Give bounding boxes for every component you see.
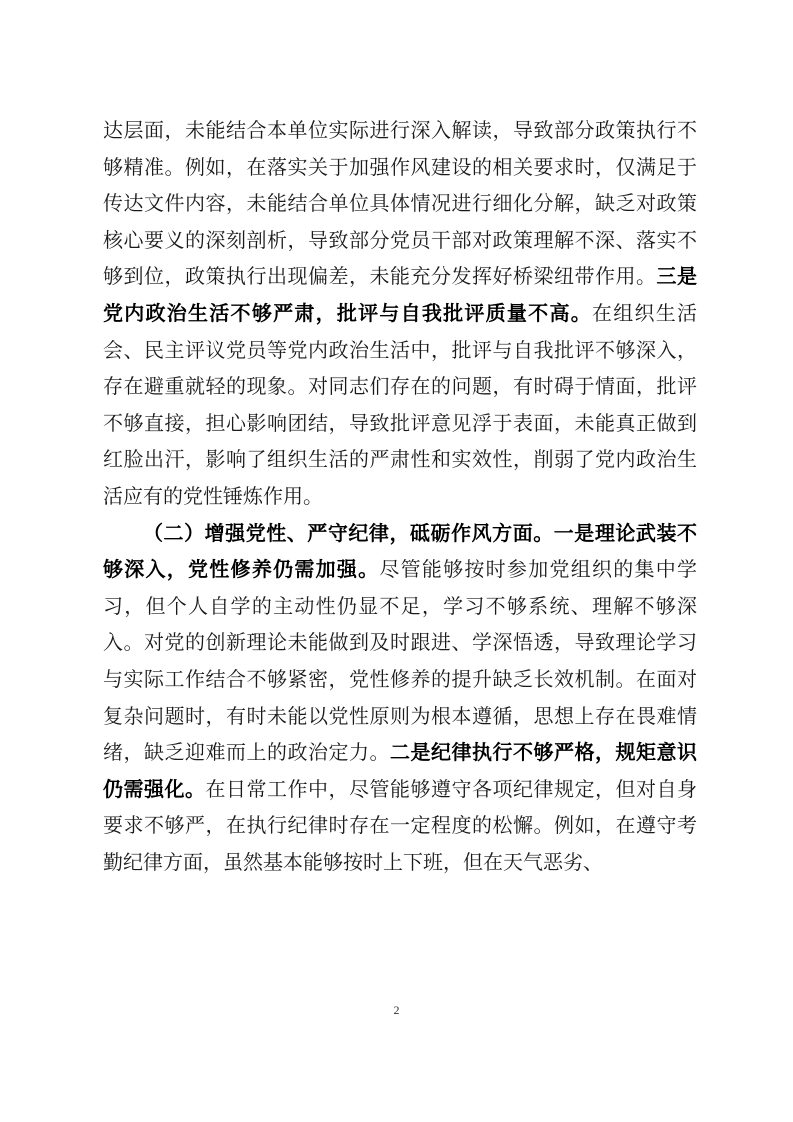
bold-heading-run: （二）增强党性、严守纪律，砥砺作风方面。一是理论武装不够深入，党性修养仍需加强。 [103,520,697,582]
text-run: 在日常工作中，尽管能够遵守各项纪律规定，但对自身要求不够严，在执行纪律时存在一定程度的松懈。例如，在遵守考勤纪律方面，虽然基本能够按时上下班，但在天气恶劣、 [103,776,697,874]
text-run: 达层面，未能结合本单位实际进行深入解读，导致部分政策执行不够精准。例如，在落实关于加强作风建设的相关要求时，仅满足于传达文件内容，未能结合单位具体情况进行细化分解，缺乏对政策核心要义的深刻剖析，导致部分党员干部对政策理解不深、落实不够到位，政策执行出现偏差，未能充分发挥好桥梁纽带作用。 [103,118,697,289]
paragraph-2 [103,515,697,881]
text-run: 在组织生活会、民主评议党员等党内政治生活中，批评与自我批评不够深入，存在避重就轻的现象。对同志们存在的问题，有时碍于情面，批评不够直接，担心影响团结，导致批评意见浮于表面，未能真正做到红脸出汗，影响了组织生活的严肃性和实效性，削弱了党内政治生活应有的党性锤炼作用。 [103,300,698,508]
bold-heading-run: 二是纪律执行不够严格，规矩意识仍需强化。 [103,740,697,801]
paragraph-1 [103,112,697,515]
bold-heading-run: 三是党内政治生活不够严肃，批评与自我批评质量不高。 [103,264,697,325]
text-run: 尽管能够按时参加党组织的集中学习，但个人自学的主动性仍显不足，学习不够系统、理解不够深入。对党的创新理论未能做到及时跟进、学深悟透，导致理论学习与实际工作结合不够紧密，党性修养的提升缺乏长效机制。在面对复杂问题时，有时未能以党性原则为根本遵循，思想上存在畏难情绪，缺乏迎难而上的政治定力。 [103,557,698,765]
body-text [103,112,697,880]
page-number: 2 [393,1003,400,1017]
